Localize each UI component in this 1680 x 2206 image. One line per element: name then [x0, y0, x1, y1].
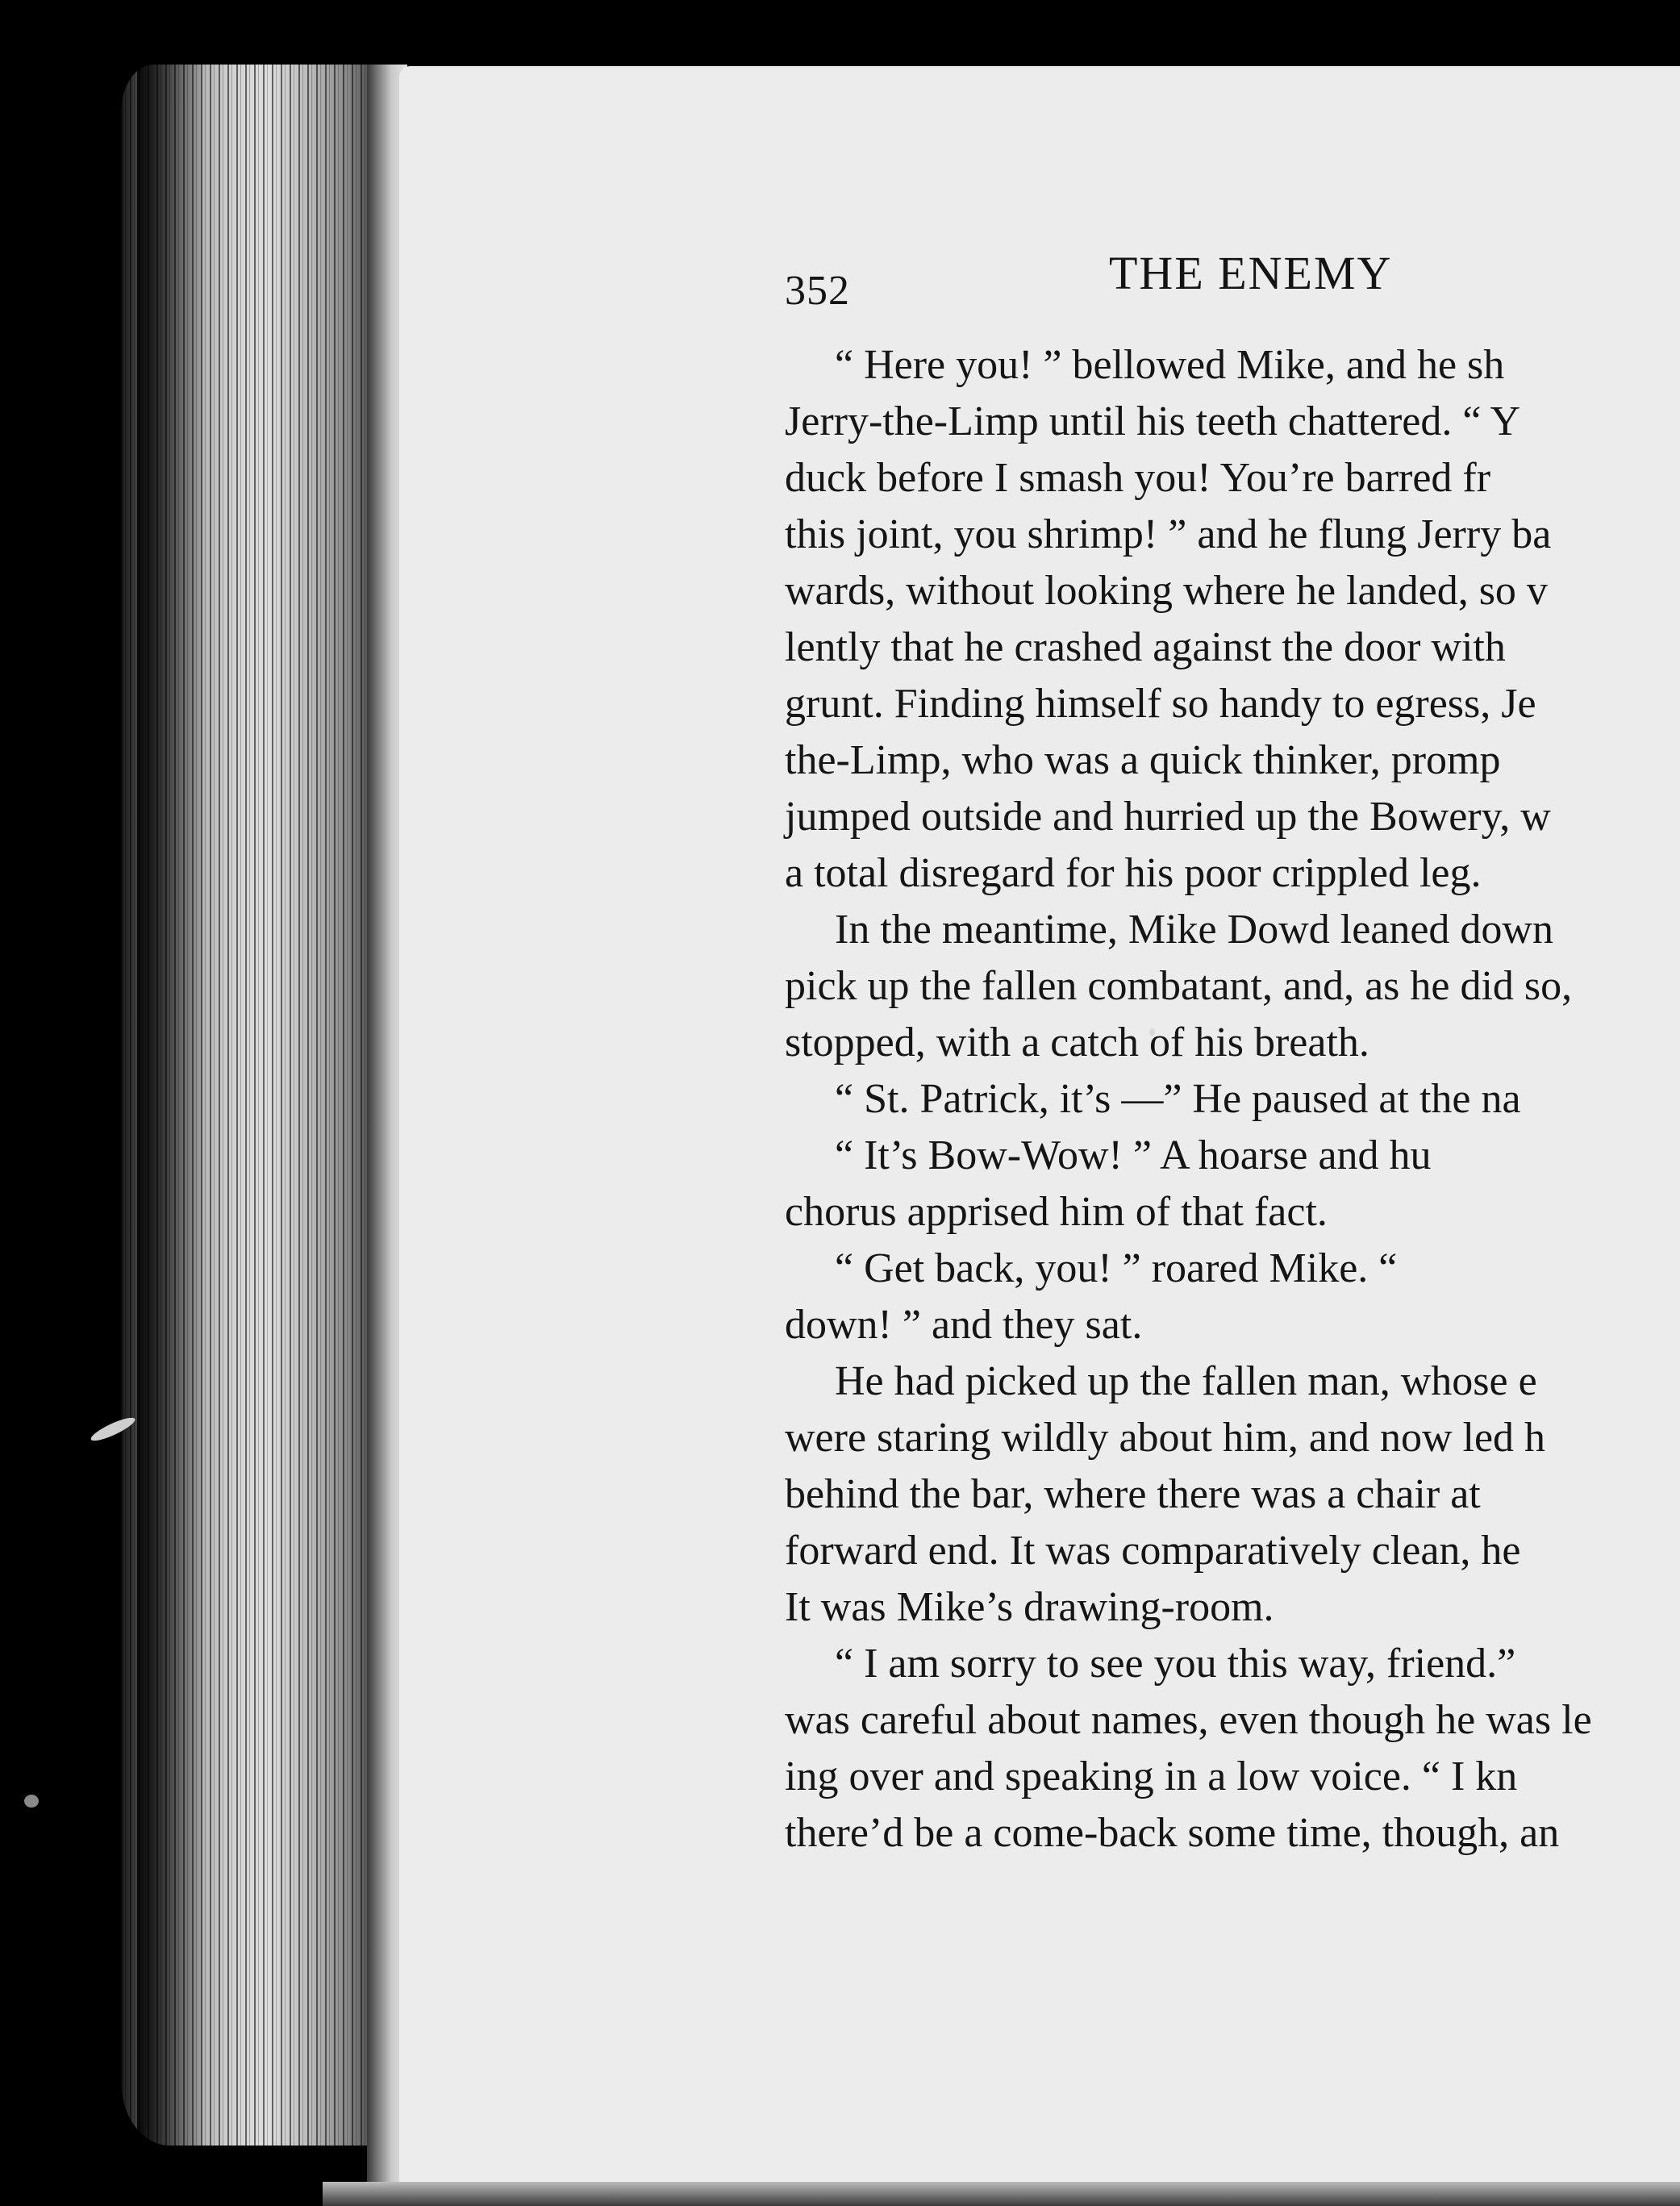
text-line: there’d be a come-back some time, though, an [785, 1810, 1560, 1856]
running-title: THE ENEMY [1109, 247, 1393, 299]
text-line: forward end. It was comparatively clean, he [785, 1528, 1521, 1574]
text-line: behind the bar, where there was a chair at [785, 1471, 1481, 1517]
text-line: this joint, you shrimp! ” and he flung Jerry ba [785, 511, 1552, 557]
text-line: jumped outside and hurried up the Bowery, w [785, 794, 1551, 840]
text-line: grunt. Finding himself so handy to egress, Je [785, 681, 1536, 727]
text-line: wards, without looking where he landed, so v [785, 568, 1548, 614]
text-line: the-Limp, who was a quick thinker, promp [785, 737, 1501, 783]
page-bottom-edge [323, 2182, 1680, 2206]
text-line: down! ” and they sat. [785, 1302, 1143, 1348]
running-head [785, 246, 1680, 314]
text-line: chorus apprised him of that fact. [785, 1189, 1328, 1235]
page-number: 352 [785, 268, 850, 314]
text-line: In the meantime, Mike Dowd leaned down [835, 907, 1553, 953]
text-line: “ It’s Bow-Wow! ” A hoarse and hu [835, 1132, 1432, 1178]
fore-edge-shadow [137, 65, 202, 2146]
text-line: pick up the fallen combatant, and, as he did so, [785, 963, 1573, 1009]
text-line: ing over and speaking in a low voice. “ I kn [785, 1754, 1518, 1799]
text-line: “ St. Patrick, it’s —” He paused at the na [835, 1076, 1521, 1122]
text-line: “ I am sorry to see you this way, friend.” [835, 1641, 1516, 1687]
text-line: “ Here you! ” bellowed Mike, and he sh [835, 342, 1505, 388]
text-line: It was Mike’s drawing-room. [785, 1584, 1274, 1630]
scan-smudge [24, 1795, 39, 1808]
text-line: He had picked up the fallen man, whose e [835, 1358, 1537, 1404]
text-line: duck before I smash you! You’re barred fr [785, 455, 1491, 501]
text-line: lently that he crashed against the door with [785, 624, 1506, 670]
text-line: a total disregard for his poor crippled leg. [785, 850, 1482, 896]
text-line: were staring wildly about him, and now led h [785, 1415, 1546, 1461]
text-line: Jerry-the-Limp until his teeth chattered. “ Y [785, 398, 1521, 444]
text-line: was careful about names, even though he was le [785, 1697, 1592, 1743]
text-line: “ Get back, you! ” roared Mike. “ [835, 1245, 1398, 1291]
text-line: stopped, with a catch of his breath. [785, 1020, 1369, 1065]
